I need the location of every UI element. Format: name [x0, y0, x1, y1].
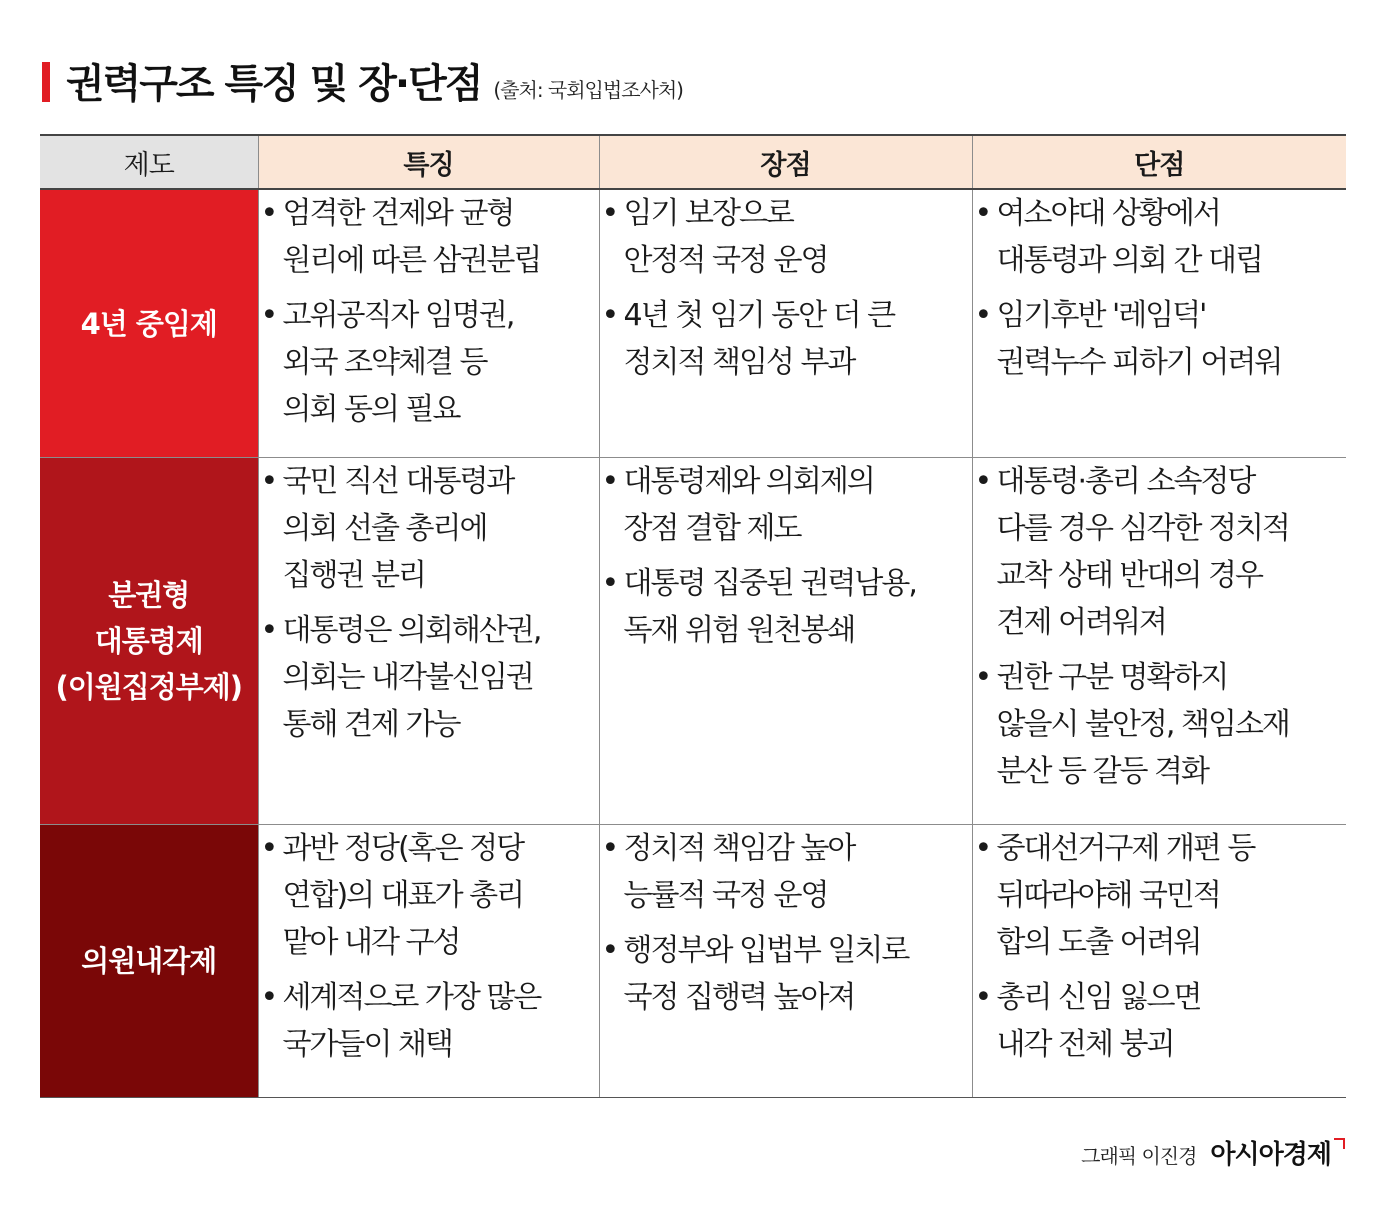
graphic-credit: 그래픽 이진경 [1081, 1144, 1197, 1168]
list-item [600, 927, 972, 1021]
bullet-icon: • [601, 933, 618, 968]
pros-cell [599, 189, 972, 458]
brand-mark-icon [1334, 1138, 1345, 1149]
pros-list [600, 458, 972, 654]
brand-name: 아시아경제 [1210, 1140, 1331, 1170]
bullet-icon: • [260, 196, 277, 231]
features-cell [258, 458, 599, 825]
list-item [600, 560, 972, 654]
list-item [973, 190, 1347, 284]
bullet-icon: • [974, 831, 991, 866]
bullet-icon: • [974, 196, 991, 231]
list-item-text: 임기후반 '레임덕' 권력누수 피하기 어려워 [996, 298, 1282, 380]
system-name-cell: 의원내각제 [40, 825, 258, 1098]
list-item [600, 190, 972, 284]
list-item [973, 654, 1347, 795]
comparison-table [40, 134, 1346, 1098]
list-item-text: 총리 신임 잃으면 내각 전체 붕괴 [996, 980, 1201, 1062]
features-list [259, 825, 599, 1068]
list-item-text: 중대선거구제 개편 등 뒤따라야해 국민적 합의 도출 어려워 [996, 831, 1255, 960]
bullet-icon: • [260, 464, 277, 499]
list-item-text: 행정부와 입법부 일치로 국정 집행력 높아져 [623, 933, 909, 1015]
list-item-text: 임기 보장으로 안정적 국정 운영 [623, 196, 828, 278]
page-title [66, 52, 683, 112]
bullet-icon: • [974, 660, 991, 695]
list-item-text: 엄격한 견제와 균형 원리에 따른 삼권분립 [282, 196, 541, 278]
header-features: 특징 [258, 135, 599, 189]
cons-cell [972, 458, 1346, 825]
list-item-text: 권한 구분 명확하지 않을시 불안정, 책임소재 분산 등 갈등 격화 [996, 660, 1289, 789]
bullet-icon: • [974, 298, 991, 333]
cons-list [973, 825, 1347, 1068]
system-name-cell: 분권형 대통령제 (이원집정부제) [40, 458, 258, 825]
title-accent-bar [42, 62, 50, 102]
bullet-icon: • [601, 298, 618, 333]
title-main: 권력구조 특징 및 장·단점 [66, 61, 482, 107]
list-item [973, 458, 1347, 646]
list-item [259, 607, 599, 748]
list-item-text: 세계적으로 가장 많은 국가들이 채택 [282, 980, 541, 1062]
list-item [259, 190, 599, 284]
list-item-text: 대통령제와 의회제의 장점 결합 제도 [623, 464, 874, 546]
list-item-text: 대통령 집중된 권력남용, 독재 위험 원천봉쇄 [623, 566, 916, 648]
list-item-text: 고위공직자 임명권, 외국 조약체결 등 의회 동의 필요 [282, 298, 514, 427]
list-item-text: 국민 직선 대통령과 의회 선출 총리에 집행권 분리 [282, 464, 514, 593]
list-item [259, 292, 599, 433]
bullet-icon: • [601, 196, 618, 231]
bullet-icon: • [260, 298, 277, 333]
system-name-cell: 4년 중임제 [40, 189, 258, 458]
header-system: 제도 [40, 135, 258, 189]
bullet-icon: • [974, 980, 991, 1015]
features-cell [258, 825, 599, 1098]
list-item [259, 458, 599, 599]
list-item [600, 292, 972, 386]
pros-list [600, 825, 972, 1021]
title-source: (출처: 국회입법조사처) [493, 78, 683, 102]
bullet-icon: • [260, 980, 277, 1015]
pros-list [600, 190, 972, 386]
features-list [259, 190, 599, 433]
table-row [40, 825, 1346, 1098]
list-item [259, 974, 599, 1068]
bullet-icon: • [974, 464, 991, 499]
header-cons: 단점 [972, 135, 1346, 189]
table-row [40, 458, 1346, 825]
cons-cell [972, 189, 1346, 458]
list-item-text: 과반 정당(혹은 정당 연합)의 대표가 총리 맡아 내각 구성 [282, 831, 524, 960]
pros-cell [599, 458, 972, 825]
list-item-text: 정치적 책임감 높아 능률적 국정 운영 [623, 831, 855, 913]
bullet-icon: • [601, 566, 618, 601]
list-item-text: 4년 첫 임기 동안 더 큰 정치적 책임성 부과 [623, 298, 895, 380]
table-header-row [40, 135, 1346, 189]
list-item [259, 825, 599, 966]
cons-cell [972, 825, 1346, 1098]
cons-list [973, 458, 1347, 795]
cons-list [973, 190, 1347, 386]
table-row [40, 189, 1346, 458]
bullet-icon: • [260, 613, 277, 648]
list-item [600, 825, 972, 919]
list-item [973, 292, 1347, 386]
footer [1081, 1134, 1345, 1171]
brand-logo [1210, 1134, 1345, 1171]
list-item-text: 대통령·총리 소속정당 다를 경우 심각한 정치적 교착 상태 반대의 경우 견제 어려워져 [996, 464, 1289, 640]
bullet-icon: • [601, 831, 618, 866]
features-list [259, 458, 599, 748]
pros-cell [599, 825, 972, 1098]
list-item-text: 여소야대 상황에서 대통령과 의회 간 대립 [996, 196, 1262, 278]
features-cell [258, 189, 599, 458]
bullet-icon: • [260, 831, 277, 866]
list-item-text: 대통령은 의회해산권, 의회는 내각불신임권 통해 견제 가능 [282, 613, 541, 742]
list-item [973, 974, 1347, 1068]
list-item [600, 458, 972, 552]
list-item [973, 825, 1347, 966]
bullet-icon: • [601, 464, 618, 499]
header-pros: 장점 [599, 135, 972, 189]
